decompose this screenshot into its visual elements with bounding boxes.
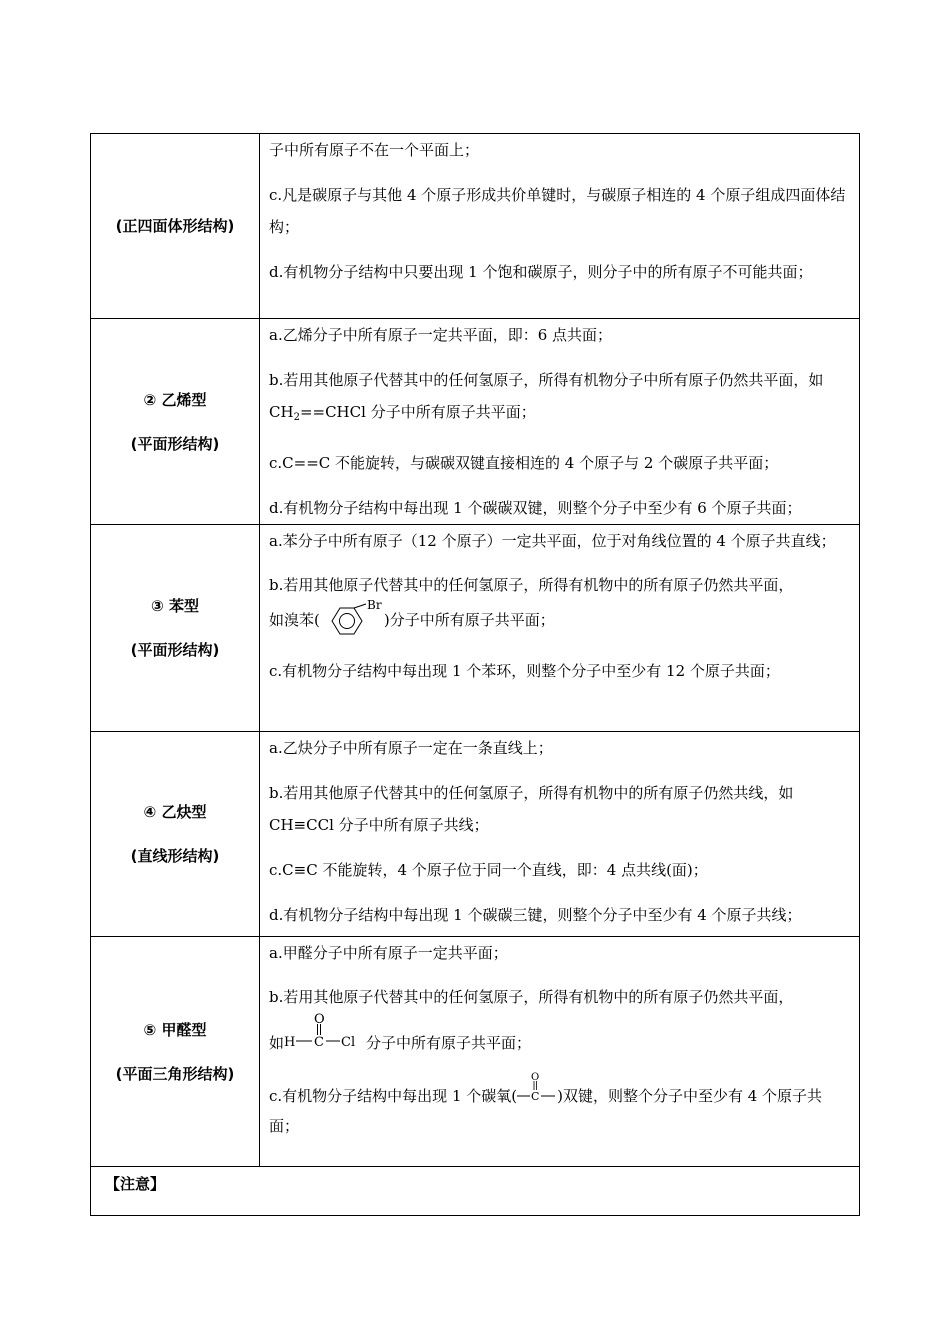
formula-ch2: CH	[269, 403, 294, 421]
paragraph: a.乙烯分子中所有原子一定共平面，即：6 点共面；	[269, 326, 613, 344]
paragraph: a.苯分子中所有原子（12 个原子）一定共平面，位于对角线位置的 4 个原子共直线；	[269, 532, 836, 550]
paragraph: 子中所有原子不在一个平面上；	[269, 141, 480, 159]
row-label-subtitle: (平面三角形结构)	[115, 1064, 235, 1083]
paragraph-text: b.若用其他原子代替其中的任何氢原子，所得有机物分子中所有原子仍然共平面，如	[269, 371, 824, 389]
atom-c: C	[531, 1090, 540, 1103]
paragraph	[269, 1071, 851, 1141]
paragraph: d.有机物分子结构中只要出现 1 个饱和碳原子，则分子中的所有原子不可能共面；	[269, 263, 813, 281]
paragraph	[269, 982, 851, 1058]
row-label	[91, 525, 260, 732]
paragraph: b.若用其他原子代替其中的任何氢原子，所得有机物中的所有原子仍然共线，如 CH≡CCl 分子中所有原子共线；	[269, 784, 794, 834]
hcocl-prefix: 如	[269, 1034, 285, 1052]
paragraph: d.有机物分子结构中每出现 1 个碳碳双键，则整个分子中至少有 6 个原子共面；	[269, 499, 802, 517]
paragraph-text: b.若用其他原子代替其中的任何氢原子，所得有机物中的所有原子仍然共平面，	[269, 576, 794, 594]
row-content	[260, 937, 860, 1167]
table-row	[91, 1167, 860, 1216]
formula-tail: 分子中所有原子共平面；	[365, 403, 536, 421]
bromobenzene-structure	[320, 600, 384, 642]
row-label-subtitle: (平面形结构)	[130, 434, 220, 453]
row-content	[260, 525, 860, 732]
row-label	[91, 319, 260, 525]
bromo-prefix: 如溴苯(	[269, 611, 320, 629]
paragraph: a.乙炔分子中所有原子一定在一条直线上；	[269, 739, 553, 757]
atom-o: O	[314, 1012, 325, 1027]
paragraph	[269, 570, 851, 642]
paragraph: c.C==C 不能旋转，与碳碳双键直接相连的 4 个原子与 2 个碳原子共平面；	[269, 454, 779, 472]
paragraph	[269, 364, 851, 434]
paragraph: c.凡是碳原子与其他 4 个原子形成共价单键时，与碳原子相连的 4 个原子组成四面体结构；	[269, 186, 846, 236]
paragraph-text: b.若用其他原子代替其中的任何氢原子，所得有机物中的所有原子仍然共平面，	[269, 988, 794, 1006]
row-content	[260, 134, 860, 319]
row-content	[260, 732, 860, 937]
table-row	[91, 937, 860, 1167]
paragraph: c.C≡C 不能旋转，4 个原子位于同一个直线，即：4 点共线(面)；	[269, 861, 708, 879]
hcocl-suffix: 分子中所有原子共平面；	[366, 1034, 532, 1052]
table-row	[91, 525, 860, 732]
row-content	[260, 319, 860, 525]
row-label-subtitle: (平面形结构)	[130, 641, 220, 659]
row-label-title: ③ 苯型	[151, 597, 199, 615]
row-label-title: ⑤ 甲醛型	[143, 1020, 207, 1039]
formula-subscript: 2	[293, 412, 300, 423]
row-label	[91, 732, 260, 937]
atom-c: C	[314, 1035, 324, 1050]
table-row	[91, 134, 860, 319]
table-row	[91, 319, 860, 525]
paragraph-text: c.有机物分子结构中每出现 1 个碳氧(	[269, 1087, 518, 1105]
hcocl-structure	[284, 1012, 366, 1052]
paragraph-text: )双键，则整个分子中至少有 4 个原子共面；	[269, 1087, 823, 1135]
carbonyl-structure	[517, 1071, 557, 1105]
atom-h: H	[284, 1035, 296, 1050]
paragraph: a.甲醛分子中所有原子一定共平面；	[269, 944, 508, 962]
row-label	[91, 134, 260, 319]
table-row	[91, 732, 860, 937]
note-label: 【注意】	[91, 1167, 860, 1216]
br-label: Br	[366, 600, 382, 612]
formula-rest: ==CHCl	[299, 403, 366, 421]
row-label-title: ④ 乙炔型	[143, 803, 207, 821]
row-label	[91, 937, 260, 1167]
atom-cl: Cl	[341, 1035, 356, 1050]
row-label-title: ② 乙烯型	[143, 390, 207, 409]
row-label-subtitle: (直线形结构)	[130, 847, 220, 865]
bromo-suffix: )分子中所有原子共平面；	[383, 611, 555, 629]
paragraph: c.有机物分子结构中每出现 1 个苯环，则整个分子中至少有 12 个原子共面；	[269, 662, 780, 680]
paragraph: d.有机物分子结构中每出现 1 个碳碳三键，则整个分子中至少有 4 个原子共线；	[269, 906, 802, 924]
atom-o: O	[531, 1072, 540, 1083]
row-label-subtitle: (正四面体形结构)	[115, 217, 235, 235]
structure-table	[90, 133, 860, 1216]
